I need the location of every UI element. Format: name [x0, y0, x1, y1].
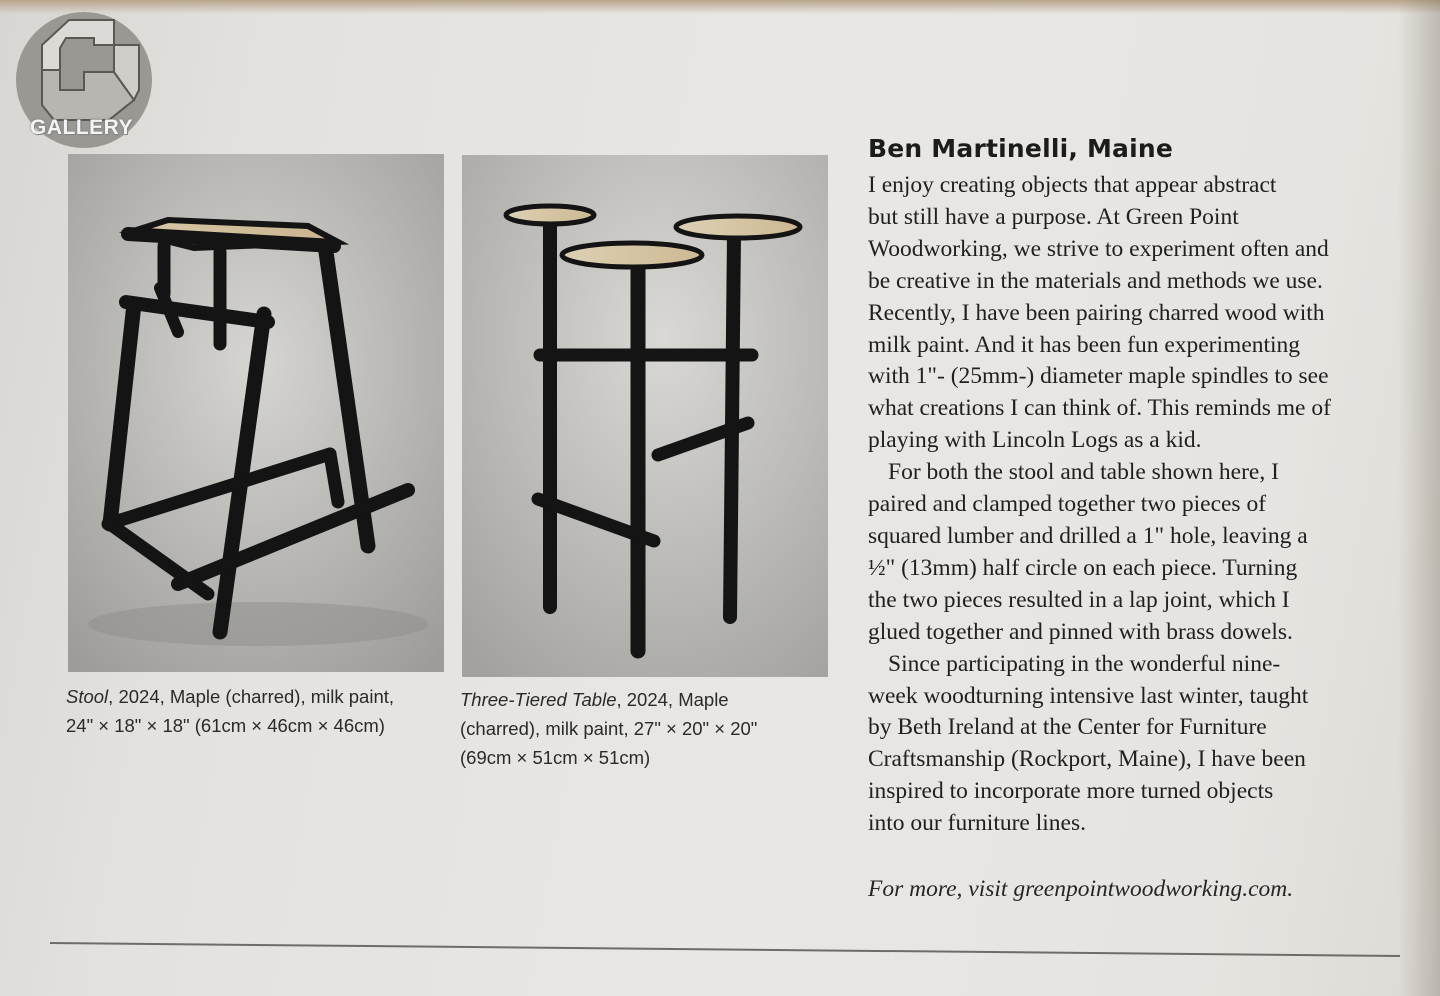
body-line: paired and clamped together two pieces of: [868, 491, 1267, 518]
table-caption-details: , 2024, Maple: [616, 689, 729, 710]
body-line: squared lumber and drilled a 1" hole, leaving a: [868, 522, 1308, 549]
body-line: the two pieces resulted in a lap joint, which I: [868, 586, 1290, 613]
body-line: but still have a purpose. At Green Point: [868, 203, 1239, 230]
body-line: what creations I can think of. This reminds me of: [868, 395, 1331, 422]
article-headline: Ben Martinelli, Maine: [868, 134, 1174, 163]
stool-caption-title: Stool: [66, 686, 109, 707]
table-caption: [460, 685, 810, 772]
body-line: inspired to incorporate more turned objects: [868, 778, 1274, 805]
body-line: ½" (13mm) half circle on each piece. Turning: [868, 554, 1298, 581]
body-line: by Beth Ireland at the Center for Furniture: [868, 714, 1267, 741]
website-link[interactable]: For more, visit greenpointwoodworking.com.: [868, 876, 1294, 902]
section-label: GALLERY: [30, 116, 134, 139]
stool-photo: [68, 154, 444, 672]
table-caption-dimensions: (69cm × 51cm × 51cm): [460, 747, 651, 768]
body-line: Woodworking, we strive to experiment often and: [868, 235, 1329, 262]
body-line: into our furniture lines.: [868, 810, 1086, 837]
table-caption-title: Three-Tiered Table: [460, 689, 617, 710]
body-line: Craftsmanship (Rockport, Maine), I have been: [868, 746, 1306, 773]
body-line: week woodturning intensive last winter, taught: [868, 682, 1309, 709]
body-line: milk paint. And it has been fun experimenting: [868, 331, 1301, 358]
body-line: glued together and pinned with brass dowels.: [868, 618, 1293, 645]
body-line: with 1"- (25mm-) diameter maple spindles to see: [868, 363, 1329, 390]
body-line: Since participating in the wonderful nine-: [888, 650, 1281, 677]
table-caption-materials: (charred), milk paint, 27" × 20" × 20": [460, 718, 758, 739]
article-body: [868, 170, 1408, 840]
page-top-edge: [0, 0, 1440, 14]
bottom-rule: [50, 942, 1400, 957]
stool-caption-details: , 2024, Maple (charred), milk paint,: [108, 686, 395, 707]
body-line: be creative in the materials and methods we use.: [868, 267, 1323, 294]
body-line: I enjoy creating objects that appear abstract: [868, 172, 1277, 198]
body-line: playing with Lincoln Logs as a kid.: [868, 427, 1202, 454]
body-line: Recently, I have been pairing charred wood with: [868, 299, 1325, 326]
stool-caption-dimensions: 24" × 18" × 18" (61cm × 46cm × 46cm): [66, 715, 385, 736]
body-line: For both the stool and table shown here, I: [888, 459, 1279, 486]
table-photo: [462, 155, 828, 677]
stool-caption: [66, 682, 426, 740]
